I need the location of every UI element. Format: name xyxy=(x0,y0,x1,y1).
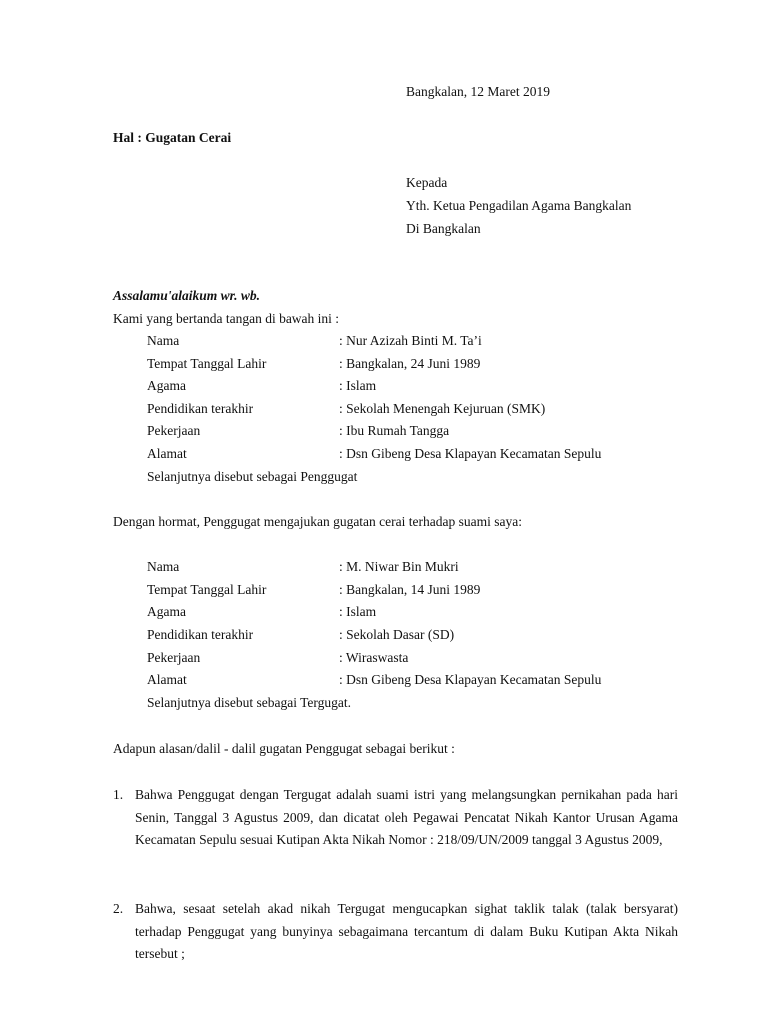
field-value: : M. Niwar Bin Mukri xyxy=(339,559,459,574)
recipient-line-2: Yth. Ketua Pengadilan Agama Bangkalan xyxy=(406,198,632,213)
field-value: : Dsn Gibeng Desa Klapayan Kecamatan Sepulu xyxy=(339,446,602,461)
subject-line: Hal : Gugatan Cerai xyxy=(113,130,232,145)
reason-number: 2. xyxy=(113,901,124,916)
recipient-line-3: Di Bangkalan xyxy=(406,221,481,236)
plaintiff-field-row xyxy=(147,445,687,463)
plaintiff-field-row xyxy=(147,400,687,418)
respect-line: Dengan hormat, Penggugat mengajukan gugatan cerai terhadap suami saya: xyxy=(113,514,522,529)
field-value: : Dsn Gibeng Desa Klapayan Kecamatan Sepulu xyxy=(339,672,602,687)
field-label: Tempat Tanggal Lahir xyxy=(147,582,267,597)
field-label: Nama xyxy=(147,559,180,574)
field-label: Pekerjaan xyxy=(147,650,201,665)
field-label: Pendidikan terakhir xyxy=(147,401,254,416)
recipient-line-1: Kepada xyxy=(406,175,448,190)
intro-line: Kami yang bertanda tangan di bawah ini : xyxy=(113,311,340,326)
plaintiff-field-row xyxy=(147,355,687,373)
reason-item xyxy=(113,784,678,852)
plaintiff-field-row xyxy=(147,377,687,395)
field-value: : Nur Azizah Binti M. Ta’i xyxy=(339,333,482,348)
field-value: : Bangkalan, 14 Juni 1989 xyxy=(339,582,481,597)
field-value: : Ibu Rumah Tangga xyxy=(339,423,450,438)
reasons-intro: Adapun alasan/dalil - dalil gugatan Penggugat sebagai berikut : xyxy=(113,741,455,756)
field-value: : Bangkalan, 24 Juni 1989 xyxy=(339,356,481,371)
field-value: : Sekolah Dasar (SD) xyxy=(339,627,455,642)
field-value: : Islam xyxy=(339,378,377,393)
field-value: : Sekolah Menengah Kejuruan (SMK) xyxy=(339,401,546,416)
defendant-field-row xyxy=(147,671,687,689)
reason-item xyxy=(113,898,678,966)
field-label: Nama xyxy=(147,333,180,348)
defendant-field-row xyxy=(147,649,687,667)
defendant-field-row xyxy=(147,558,687,576)
reason-number: 1. xyxy=(113,787,124,802)
field-label: Alamat xyxy=(147,672,187,687)
field-label: Agama xyxy=(147,604,186,619)
field-label: Pendidikan terakhir xyxy=(147,627,254,642)
field-value: : Wiraswasta xyxy=(339,650,409,665)
plaintiff-designation: Selanjutnya disebut sebagai Penggugat xyxy=(147,469,358,484)
greeting: Assalamu'alaikum wr. wb. xyxy=(113,288,261,303)
plaintiff-field-row xyxy=(147,422,687,440)
defendant-field-row xyxy=(147,603,687,621)
reason-text: Bahwa, sesaat setelah akad nikah Tergugat mengucapkan sighat taklik talak (talak bersyarat) terhadap Penggugat yang bunyinya sebagaimana tercantum di dalam Buku Kutipan Akta Nikah tersebut ; xyxy=(135,901,678,961)
place-date: Bangkalan, 12 Maret 2019 xyxy=(406,84,550,99)
defendant-field-row xyxy=(147,626,687,644)
field-label: Pekerjaan xyxy=(147,423,201,438)
field-label: Tempat Tanggal Lahir xyxy=(147,356,267,371)
plaintiff-field-row xyxy=(147,332,687,350)
field-label: Agama xyxy=(147,378,186,393)
reason-text: Bahwa Penggugat dengan Tergugat adalah suami istri yang melangsungkan pernikahan pada hari Senin, Tanggal 3 Agustus 2009, dan dicatat oleh Pegawai Pencatat Nikah Kantor Urusan Agama Kecamatan Sepulu sesuai Kutipan Akta Nikah Nomor : 218/09/UN/2009 tanggal 3 Agustus 2009, xyxy=(135,787,678,847)
field-value: : Islam xyxy=(339,604,377,619)
defendant-designation: Selanjutnya disebut sebagai Tergugat. xyxy=(147,695,352,710)
defendant-field-row xyxy=(147,581,687,599)
field-label: Alamat xyxy=(147,446,187,461)
